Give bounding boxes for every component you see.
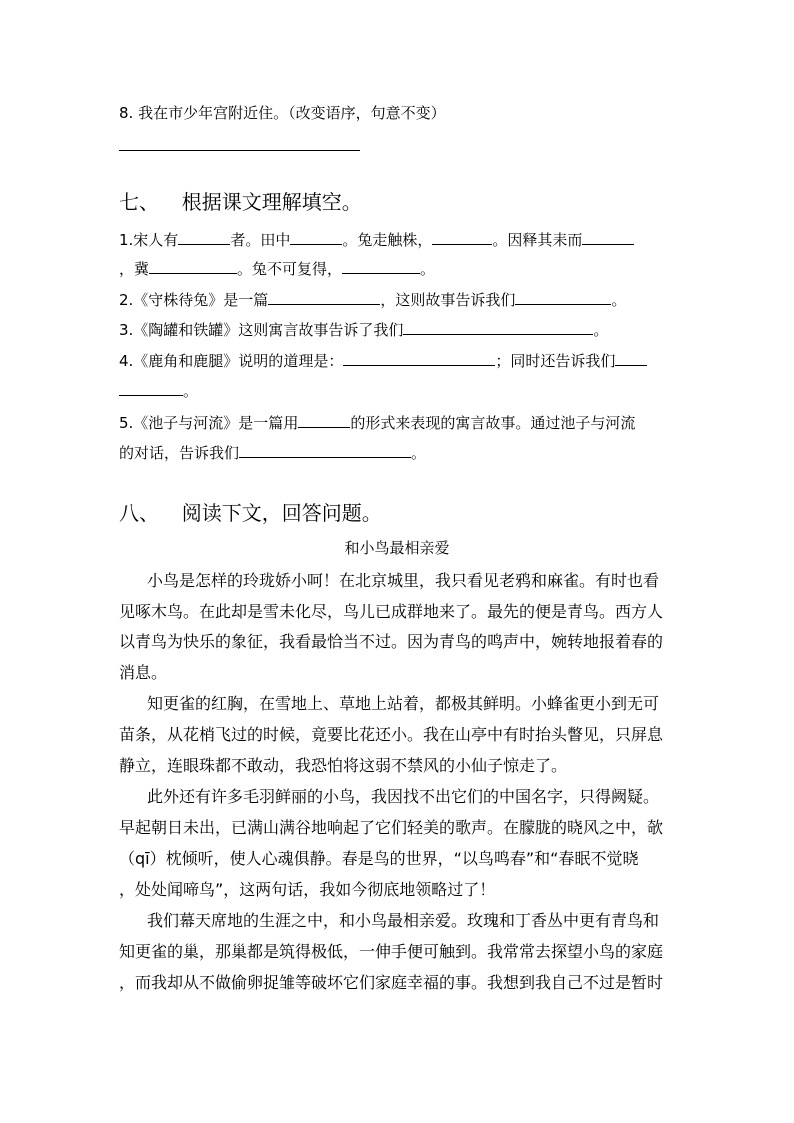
passage-line: 知更雀的红胸，在雪地上、草地上站着，都极其鲜明。小蜂雀更小到无可 <box>147 694 660 713</box>
fill-item-5-line-1 <box>119 413 635 433</box>
passage-line: 知更雀的巢，那巢都是筑得极低，一伸手便可触到。我常常去探望小鸟的家庭 <box>119 942 664 961</box>
blank[interactable] <box>298 413 350 428</box>
fill-text: 1.宋人有 <box>119 231 179 249</box>
passage-line: 消息。 <box>119 663 168 682</box>
fill-item-4-line-1 <box>119 351 647 371</box>
fill-text: 的对话，告诉我们 <box>119 444 240 462</box>
fill-text: ，冀 <box>119 260 150 278</box>
fill-text: 4.《鹿角和鹿腿》说明的道理是： <box>119 352 344 370</box>
fill-text: 5.《池子与河流》是一篇用 <box>119 414 299 432</box>
passage-line: ，处处闻啼鸟”，这两句话，我如今彻底地领略过了！ <box>119 880 496 899</box>
fill-text: 。 <box>593 321 609 339</box>
fill-item-2 <box>119 290 626 310</box>
blank[interactable] <box>343 351 495 366</box>
blank[interactable] <box>290 230 342 245</box>
blank[interactable] <box>515 290 611 305</box>
blank[interactable] <box>403 320 593 335</box>
answer-line-q8[interactable] <box>119 150 360 151</box>
fill-item-4-line-2 <box>119 381 198 401</box>
fill-text: 者。田中 <box>230 231 291 249</box>
section-8-title: 阅读下文，回答问题。 <box>181 501 382 525</box>
section-7-number: 七、 <box>119 190 159 214</box>
blank[interactable] <box>239 443 411 458</box>
fill-text: 。兔走触株， <box>342 231 433 249</box>
fill-text: 2.《守株待兔》是一篇 <box>119 291 269 309</box>
passage-line: ，而我却从不做偷卵捉雏等破坏它们家庭幸福的事。我想到我自己不过是暂时 <box>119 973 664 992</box>
question-8: 8. 我在市少年宫附近住。（改变语序，句意不变） <box>119 104 446 122</box>
passage-line: 苗条，从花梢飞过的时候，竟要比花还小。我在山亭中有时抬头瞥见，只屏息 <box>119 725 664 744</box>
section-7-title: 根据课文理解填空。 <box>181 190 362 214</box>
fill-text: 。因释其耒而 <box>492 231 583 249</box>
fill-text: 。 <box>611 291 627 309</box>
passage-line: 静立，连眼珠都不敢动，我恐怕将这弱不禁风的小仙子惊走了。 <box>119 756 568 775</box>
blank[interactable] <box>615 351 647 366</box>
blank[interactable] <box>178 230 230 245</box>
fill-text: 。兔不可复得， <box>237 260 343 278</box>
fill-text: 3.《陶罐和铁罐》这则寓言故事告诉了我们 <box>119 321 404 339</box>
blank[interactable] <box>582 230 634 245</box>
fill-text: 。 <box>411 444 427 462</box>
passage-line: （qī）枕倾听，使人心魂俱静。春是鸟的世界，“以鸟鸣春”和“春眠不觉晓 <box>119 849 639 868</box>
blank[interactable] <box>268 290 380 305</box>
passage-line: 早起朝日未出，已满山满谷地响起了它们轻美的歌声。在朦胧的晓风之中，欹 <box>119 818 664 837</box>
fill-text: 。 <box>183 382 199 400</box>
fill-text: ，这则故事告诉我们 <box>380 291 516 309</box>
fill-item-1-line-2 <box>119 259 435 279</box>
fill-text: ；同时还告诉我们 <box>495 352 616 370</box>
blank[interactable] <box>432 230 492 245</box>
passage-line: 我们幕天席地的生涯之中，和小鸟最相亲爱。玫瑰和丁香丛中更有青鸟和 <box>147 911 660 930</box>
blank[interactable] <box>149 259 237 274</box>
passage-line: 此外还有许多毛羽鲜丽的小鸟，我因找不出它们的中国名字，只得阙疑。 <box>147 787 660 806</box>
section-7-heading <box>119 190 362 214</box>
fill-text: 的形式来表现的寓言故事。通过池子与河流 <box>350 414 636 432</box>
blank[interactable] <box>119 381 183 396</box>
fill-text: 。 <box>420 260 436 278</box>
passage-line: 以青鸟为快乐的象征，我看最恰当不过。因为青鸟的鸣声中，婉转地报着春的 <box>119 632 664 651</box>
passage-line: 小鸟是怎样的玲珑娇小呵！在北京城里，我只看见老鸦和麻雀。有时也看 <box>147 571 660 590</box>
blank[interactable] <box>342 259 420 274</box>
passage-title: 和小鸟最相亲爱 <box>344 539 450 557</box>
fill-item-3 <box>119 320 608 340</box>
section-8-number: 八、 <box>119 501 159 525</box>
passage-line: 见啄木鸟。在此却是雪未化尽，鸟儿已成群地来了。最先的便是青鸟。西方人 <box>119 602 664 621</box>
fill-item-1-line-1 <box>119 230 634 250</box>
fill-item-5-line-2 <box>119 443 426 463</box>
section-8-heading <box>119 501 382 525</box>
